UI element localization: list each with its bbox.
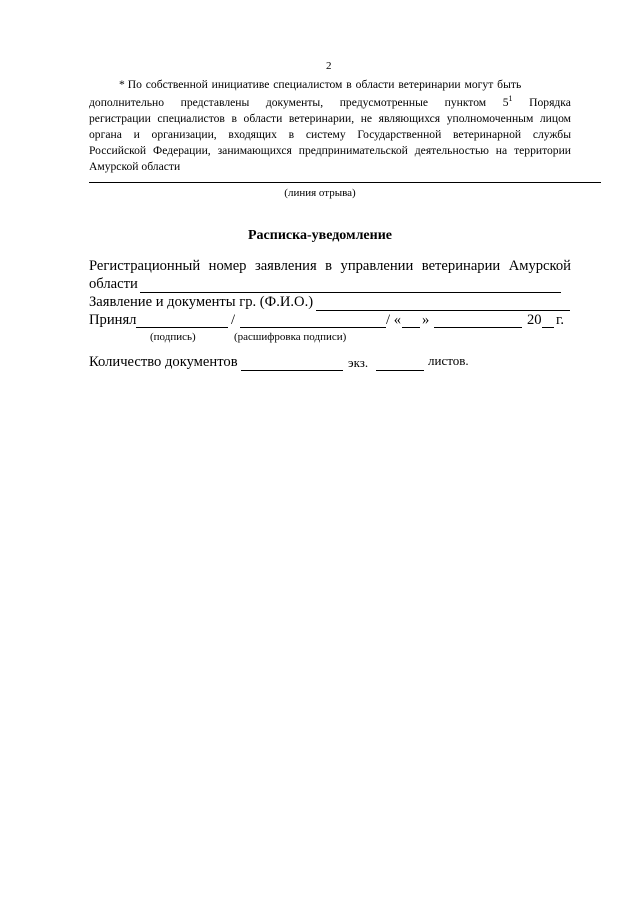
accepted-label: Принял bbox=[89, 312, 137, 328]
page-number: 2 bbox=[326, 60, 332, 72]
footnote-line-2 bbox=[89, 95, 571, 110]
signature-field[interactable] bbox=[136, 327, 228, 328]
footnote-word: пунктом bbox=[444, 96, 487, 109]
applicant-name-field[interactable] bbox=[316, 310, 570, 311]
copies-label: экз. bbox=[348, 355, 369, 370]
tear-off-line bbox=[89, 182, 601, 183]
footnote-line-6: Амурской области bbox=[89, 160, 181, 173]
signature-decode-caption: (расшифровка подписи) bbox=[234, 331, 347, 343]
footnote-line-3: регистрации специалистов в области ветеринарии, не являющихся уполномоченным лицом bbox=[89, 112, 571, 125]
year-prefix: 20 bbox=[527, 312, 542, 328]
footnote-point-reference bbox=[503, 95, 513, 110]
footnote-point-number: 5 bbox=[502, 96, 509, 109]
date-close: » bbox=[422, 312, 430, 328]
footnote-line-4: органа и организации, входящих в систему Государственной ветеринарной службы bbox=[89, 128, 571, 141]
registration-line-2-label: области bbox=[89, 276, 138, 292]
date-day-field[interactable] bbox=[402, 327, 420, 328]
applicant-label: Заявление и документы гр. (Ф.И.О.) bbox=[89, 294, 314, 310]
year-field[interactable] bbox=[542, 327, 554, 328]
footnote-word: дополнительно bbox=[89, 96, 165, 109]
footnote-word: документы, bbox=[265, 96, 324, 109]
receipt-title: Расписка-уведомление bbox=[248, 228, 392, 243]
footnote-line-1-text: По собственной инициативе специалистом в области ветеринарии могут быть bbox=[127, 78, 522, 91]
year-suffix: г. bbox=[556, 312, 564, 328]
sheets-count-field[interactable] bbox=[376, 370, 424, 371]
footnote-superscript: 1 bbox=[508, 94, 513, 103]
tear-off-label: (линия отрыва) bbox=[284, 187, 356, 199]
footnote-word: Порядка bbox=[529, 96, 571, 109]
signature-decode-field[interactable] bbox=[240, 327, 386, 328]
document-count-label: Количество документов bbox=[89, 354, 238, 370]
footnote-word: предусмотренные bbox=[339, 96, 429, 109]
registration-line-1: Регистрационный номер заявления в управлении ветеринарии Амурской bbox=[89, 258, 571, 274]
footnote-line-1 bbox=[119, 77, 521, 92]
date-open: / « bbox=[386, 312, 401, 328]
document-count-field[interactable] bbox=[241, 370, 343, 371]
footnote-marker: * bbox=[119, 78, 125, 91]
footnote-line-5: Российской Федерации, занимающихся предпринимательской деятельностью на территории bbox=[89, 144, 571, 157]
date-month-field[interactable] bbox=[434, 327, 522, 328]
footnote-word: представлены bbox=[180, 96, 250, 109]
signature-slash: / bbox=[231, 312, 236, 328]
registration-number-field[interactable] bbox=[140, 292, 561, 293]
sheets-label: листов. bbox=[428, 353, 469, 368]
signature-caption: (подпись) bbox=[150, 331, 196, 343]
